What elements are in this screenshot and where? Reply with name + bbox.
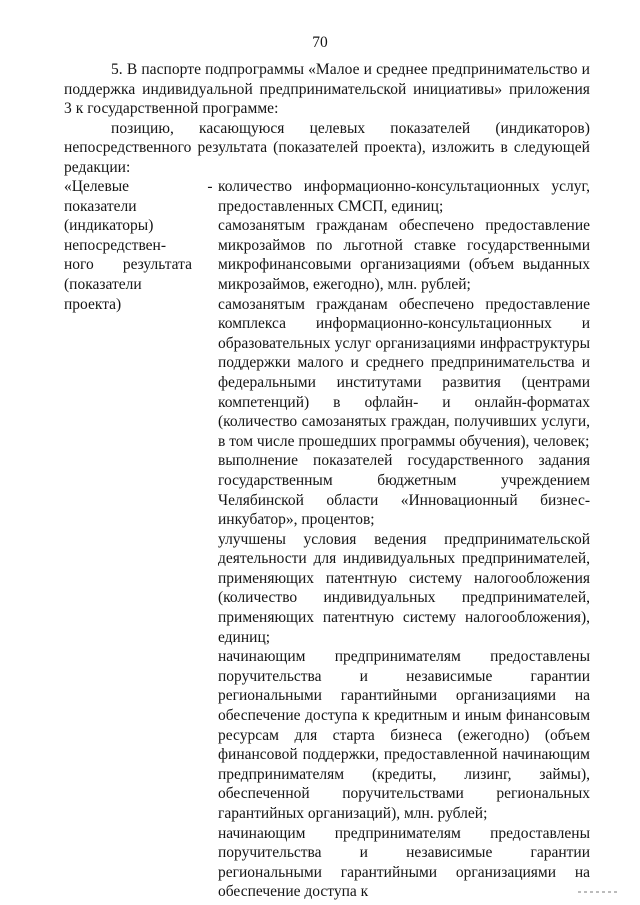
indicators-list xyxy=(218,177,590,902)
indicator-item: самозанятым гражданам обеспечено предоставление комплекса информационно-консультационных и образовательных услуг организациями инфраструктуры поддержки малого и среднего предпринимательства и федеральными институтами развития (центрами компетенций) в офлайн- и онлайн-форматах (количество самозанятых граждан, получивших услуги, в том числе прошедших программы обучения), человек; xyxy=(218,295,590,450)
indicator-item: улучшены условия ведения предпринимательской деятельности для индивидуальных предпринимателей, применяющих патентную систему налогообложения (количество индивидуальных предпринимателей, применяющих патентную систему налогообложения), единиц; xyxy=(218,530,590,646)
separator-dash: - xyxy=(207,178,213,195)
position-label-line xyxy=(64,255,192,275)
page-number: 70 xyxy=(312,34,328,51)
intro-paragraph-1: 5. В паспорте подпрограммы «Малое и среднее предпринимательство и поддержка индивидуальной предпринимательской инициативы» приложения 3 к государственной программе: xyxy=(64,61,590,118)
scan-artifact xyxy=(578,891,618,893)
position-label-word: результата xyxy=(122,256,192,274)
position-label-line: показатели xyxy=(64,197,137,215)
position-label-line: «Целевые xyxy=(64,178,130,195)
indicator-item: начинающим предпринимателям предоставлены поручительства и независимые гарантии региональными гарантийными организациями на обеспечение доступа к xyxy=(218,824,590,901)
indicator-item: выполнение показателей государственного задания государственным бюджетным учреждением Челябинской области «Инновационный бизнес-инкубатор», процентов; xyxy=(218,452,590,529)
indicator-item: самозанятым гражданам обеспечено предоставление микрозаймов по льготной ставке государственными микрофинансовыми организациями (объем выданных микрозаймов, ежегодно), млн. рублей; xyxy=(218,217,590,293)
position-label xyxy=(64,177,199,314)
position-label-line: (показатели xyxy=(64,275,142,293)
indicator-item: начинающим предпринимателям предоставлены поручительства и независимые гарантии региональными гарантийными организациями на обеспечение доступа к кредитным и иным финансовым ресурсам для старта бизнеса (ежегодно) (объем финансовой поддержки, предоставленной начинающим предпринимателям (кредиты, лизинг, займы), обеспеченной поручительствами региональных гарантийных организаций), млн. рублей; xyxy=(218,648,590,822)
position-label-word: ного xyxy=(64,256,94,274)
intro-paragraph-2: позицию, касающуюся целевых показателей (индикаторов) непосредственного результата (показателей проекта), изложить в следующей редакции: xyxy=(64,119,590,176)
position-label-line: (индикаторы) xyxy=(64,217,154,235)
position-label-line: непосредствен- xyxy=(64,236,167,254)
indicator-item: количество информационно-консультационных услуг, предоставленных СМСП, единиц; xyxy=(218,178,590,215)
intro-section xyxy=(64,60,590,178)
position-label-line: проекта) xyxy=(64,295,122,313)
